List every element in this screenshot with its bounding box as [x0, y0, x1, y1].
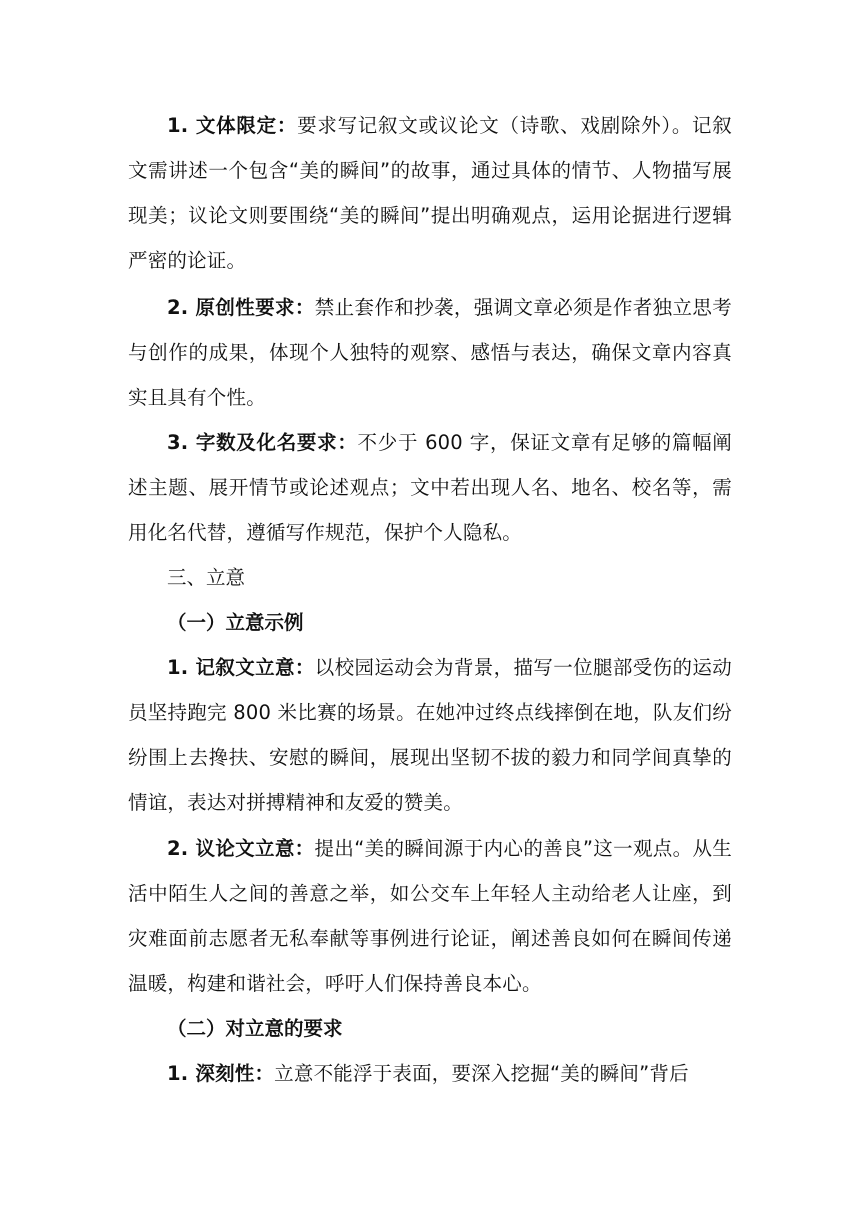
- paragraph-lead: 1. 记叙文立意：: [167, 656, 315, 679]
- section-heading: 三、立意: [167, 566, 246, 589]
- paragraph-text: 不少于 600 字，保证文章有足够的篇幅阐述主题、展开情节或论述观点；文中若出现人名、地名、校名等，需用化名代替，遵循写作规范，保护个人隐私。: [128, 431, 732, 544]
- paragraph-lead: 3. 字数及化名要求：: [167, 431, 358, 454]
- paragraph-originality: [128, 285, 732, 420]
- paragraph-text: 以校园运动会为背景，描写一位腿部受伤的运动员坚持跑完 800 米比赛的场景。在她冲过终点线摔倒在地，队友们纷纷围上去搀扶、安慰的瞬间，展现出坚韧不拔的毅力和同学间真挚的情谊，表达对拼搏精神和友爱的赞美。: [128, 656, 732, 814]
- paragraph-genre: [128, 103, 732, 283]
- subsection-heading: （二）对立意的要求: [167, 1017, 343, 1040]
- paragraph-lead: 1. 文体限定：: [167, 114, 298, 137]
- subsection-heading: （一）立意示例: [167, 611, 304, 634]
- paragraph-text: 禁止套作和抄袭，强调文章必须是作者独立思考与创作的成果，体现个人独特的观察、感悟与表达，确保文章内容真实且具有个性。: [128, 296, 732, 409]
- paragraph-lead: 2. 议论文立意：: [167, 837, 315, 860]
- example-argumentative: [128, 826, 732, 1006]
- paragraph-text: 提出“美的瞬间源于内心的善良”这一观点。从生活中陌生人之间的善意之举，如公交车上年轻人主动给老人让座，到灾难面前志愿者无私奉献等事例进行论证，阐述善良如何在瞬间传递温暖，构建和谐社会，呼吁人们保持善良本心。: [128, 837, 732, 995]
- paragraph-lead: 1. 深刻性：: [167, 1062, 275, 1085]
- paragraph-wordcount: [128, 420, 732, 555]
- paragraph-text: 立意不能浮于表面，要深入挖掘“美的瞬间”背后: [274, 1062, 689, 1085]
- paragraph-text: 要求写记叙文或议论文（诗歌、戏剧除外）。记叙文需讲述一个包含“美的瞬间”的故事，通过具体的情节、人物描写展现美；议论文则要围绕“美的瞬间”提出明确观点，运用论据进行逻辑严密的论证。: [128, 114, 732, 272]
- paragraph-lead: 2. 原创性要求：: [167, 296, 315, 319]
- requirement-depth: [128, 1051, 732, 1096]
- example-narrative: [128, 645, 732, 825]
